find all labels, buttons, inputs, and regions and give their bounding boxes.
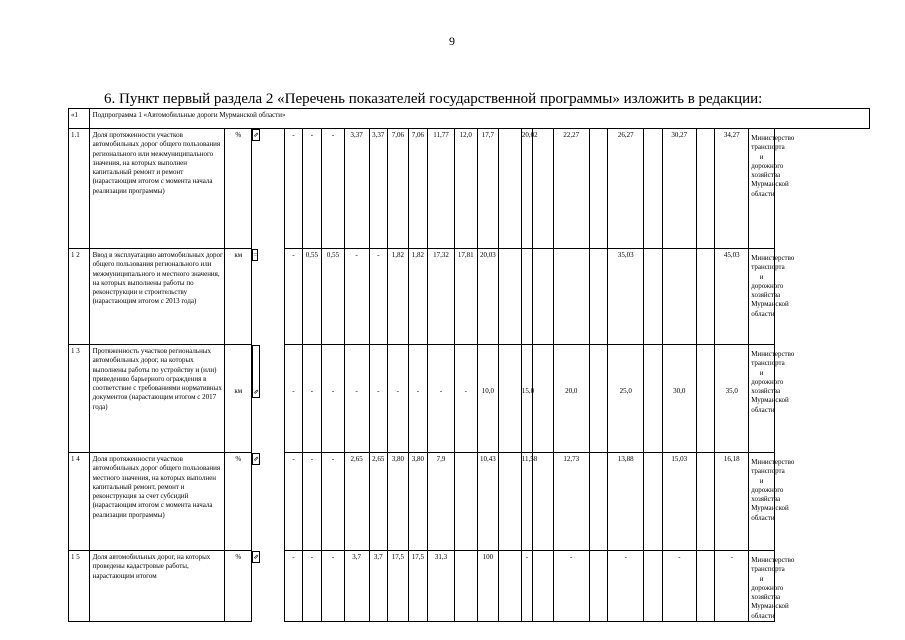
- value-cell: 20,03: [477, 249, 499, 345]
- row-number: 1 4: [69, 453, 90, 551]
- value-cell: [696, 249, 715, 345]
- value-cell: 10,0: [477, 345, 499, 453]
- value-cell: [589, 345, 608, 453]
- responsible-org: Министерство транспорта и дорожного хозяйства Мурманской области: [749, 249, 775, 345]
- value-cell: -: [302, 551, 322, 622]
- trend-icon: ⇗: [252, 453, 260, 465]
- value-cell: [589, 453, 608, 551]
- value-cell: -: [428, 345, 455, 453]
- indicator-name: Ввод в эксплуатацию автомобильных дорог общего пользования регионального или межмуниципального и местного значения, на которых выполнены работы по реконструкции и строительству (нарастающим итогом с 2013 года): [89, 249, 225, 345]
- value-cell: [553, 249, 589, 345]
- value-cell: -: [322, 453, 345, 551]
- value-cell: 17,32: [428, 249, 455, 345]
- value-cell: -: [388, 345, 409, 453]
- value-cell: -: [285, 129, 303, 249]
- value-cell: [533, 249, 554, 345]
- value-cell: 3,80: [408, 453, 428, 551]
- table-row: [69, 551, 870, 622]
- value-cell: [589, 249, 608, 345]
- subprogram-row: [69, 109, 870, 129]
- value-cell: 11,77: [428, 129, 455, 249]
- responsible-org: Министерство транспорта и дорожного хозяйства Мурманской области: [749, 453, 775, 551]
- value-cell: -: [322, 129, 345, 249]
- value-cell: 17,7: [477, 129, 499, 249]
- value-cell: 30,0: [662, 345, 696, 453]
- value-cell: 1,82: [408, 249, 428, 345]
- value-cell: -: [285, 249, 303, 345]
- value-cell: 17,5: [408, 551, 428, 622]
- value-cell: -: [369, 249, 388, 345]
- value-cell: 34,27: [715, 129, 749, 249]
- responsible-org: Министерство транспорта и дорожного хозяйства Мурманской области: [749, 129, 775, 249]
- value-cell: 0,55: [322, 249, 345, 345]
- value-cell: 17,81: [454, 249, 477, 345]
- value-cell: 7,9: [428, 453, 455, 551]
- value-cell: 10,43: [477, 453, 499, 551]
- value-cell: -: [521, 551, 532, 622]
- value-cell: [499, 249, 522, 345]
- indicator-name: Доля протяженности участков автомобильных дорог общего пользования регионального или межмуниципального значения, на которых выполнен капитальный ремонт и ремонт (нарастающим итогом с момента начала реализации программы): [89, 129, 225, 249]
- value-cell: [696, 551, 715, 622]
- responsible-org: Министерство транспорта и дорожного хозяйства Мурманской области: [749, 551, 775, 622]
- indicator-name: Доля автомобильных дорог, на которых проведены кадастровые работы, нарастающим итогом: [89, 551, 225, 622]
- value-cell: 2,65: [369, 453, 388, 551]
- value-cell: [644, 453, 663, 551]
- row-number: 1 2: [69, 249, 90, 345]
- value-cell: -: [302, 129, 322, 249]
- value-cell: 100: [477, 551, 499, 622]
- value-cell: [499, 345, 522, 453]
- value-cell: 22,27: [553, 129, 589, 249]
- value-cell: -: [285, 453, 303, 551]
- value-cell: 12,0: [454, 129, 477, 249]
- value-cell: [499, 129, 522, 249]
- value-cell: -: [608, 551, 644, 622]
- trend-icon: =: [252, 249, 258, 261]
- value-cell: 3,7: [344, 551, 369, 622]
- value-cell: 45,03: [715, 249, 749, 345]
- value-cell: 7,06: [408, 129, 428, 249]
- value-cell: 25,0: [608, 345, 644, 453]
- value-cell: 2,65: [344, 453, 369, 551]
- value-cell: [644, 551, 663, 622]
- value-cell: 3,37: [369, 129, 388, 249]
- indicator-name: Протяженность участков региональных автомобильных дорог, на которых выполнены работы по устройству и (или) приведению барьерного ограждения в соответствие с требованиями нормативных документов (нарастающим итогом с 2017 года): [89, 345, 225, 453]
- page-number: 9: [449, 34, 455, 48]
- value-cell: -: [322, 345, 345, 453]
- trend-icon: ⇗: [252, 551, 260, 563]
- value-cell: 12,73: [553, 453, 589, 551]
- row-number: 1.1: [69, 129, 90, 249]
- value-cell: 35,03: [608, 249, 644, 345]
- value-cell: -: [344, 249, 369, 345]
- value-cell: [499, 551, 522, 622]
- subprogram-title: Подпрограмма 1 «Автомобильные дороги Мурманской области»: [89, 109, 869, 129]
- value-cell: 31,3: [428, 551, 455, 622]
- value-cell: 3,7: [369, 551, 388, 622]
- indicator-name: Доля протяженности участков автомобильных дорог общего пользования местного значения, на которых выполнен капитальный ремонт, ремонт и реконструкция за счет субсидий (нарастающим итогом с момента начала реализации программы): [89, 453, 225, 551]
- value-cell: -: [553, 551, 589, 622]
- table-row: [69, 129, 870, 249]
- value-cell: [533, 345, 554, 453]
- value-cell: -: [408, 345, 428, 453]
- row-number: 1 3: [69, 345, 90, 453]
- value-cell: 11,58: [521, 453, 532, 551]
- value-cell: 0,55: [302, 249, 322, 345]
- value-cell: -: [369, 345, 388, 453]
- value-cell: 3,80: [388, 453, 409, 551]
- value-cell: 15,03: [662, 453, 696, 551]
- value-cell: [662, 249, 696, 345]
- value-cell: [696, 129, 715, 249]
- unit-cell: %: [225, 453, 252, 551]
- value-cell: [533, 129, 554, 249]
- value-cell: [533, 551, 554, 622]
- value-cell: 3,37: [344, 129, 369, 249]
- value-cell: -: [285, 551, 303, 622]
- value-cell: [696, 345, 715, 453]
- value-cell: -: [285, 345, 303, 453]
- responsible-org: Министерство транспорта и дорожного хозяйства Мурманской области: [749, 345, 775, 453]
- trend-icon: ⇗: [252, 345, 260, 398]
- value-cell: 7,06: [388, 129, 409, 249]
- value-cell: -: [322, 551, 345, 622]
- indicators-table: [68, 108, 870, 622]
- unit-cell: %: [225, 551, 252, 622]
- value-cell: -: [715, 551, 749, 622]
- value-cell: [644, 129, 663, 249]
- value-cell: [499, 453, 522, 551]
- value-cell: 30,27: [662, 129, 696, 249]
- value-cell: 1,82: [388, 249, 409, 345]
- value-cell: 16,18: [715, 453, 749, 551]
- table-row: [69, 345, 870, 453]
- value-cell: -: [454, 345, 477, 453]
- value-cell: [696, 453, 715, 551]
- table-row: [69, 249, 870, 345]
- value-cell: [644, 249, 663, 345]
- value-cell: -: [344, 345, 369, 453]
- value-cell: 35,0: [715, 345, 749, 453]
- unit-cell: %: [225, 129, 252, 249]
- value-cell: [589, 551, 608, 622]
- subprogram-marker: «1: [69, 109, 90, 129]
- value-cell: -: [302, 345, 322, 453]
- value-cell: [644, 345, 663, 453]
- unit-cell: км: [225, 249, 252, 345]
- value-cell: 20,02: [521, 129, 532, 249]
- value-cell: [521, 249, 532, 345]
- value-cell: 15,0: [521, 345, 532, 453]
- unit-cell: км: [225, 345, 252, 453]
- value-cell: [454, 551, 477, 622]
- value-cell: 26,27: [608, 129, 644, 249]
- value-cell: [454, 453, 477, 551]
- section-heading: 6. Пункт первый раздела 2 «Перечень показателей государственной программы» изложить в редакции:: [104, 91, 763, 107]
- value-cell: 17,5: [388, 551, 409, 622]
- table-row: [69, 453, 870, 551]
- value-cell: 13,88: [608, 453, 644, 551]
- value-cell: [589, 129, 608, 249]
- value-cell: -: [662, 551, 696, 622]
- row-number: 1 5: [69, 551, 90, 622]
- value-cell: -: [302, 453, 322, 551]
- value-cell: [533, 453, 554, 551]
- trend-icon: ⇗: [252, 129, 260, 141]
- value-cell: 20,0: [553, 345, 589, 453]
